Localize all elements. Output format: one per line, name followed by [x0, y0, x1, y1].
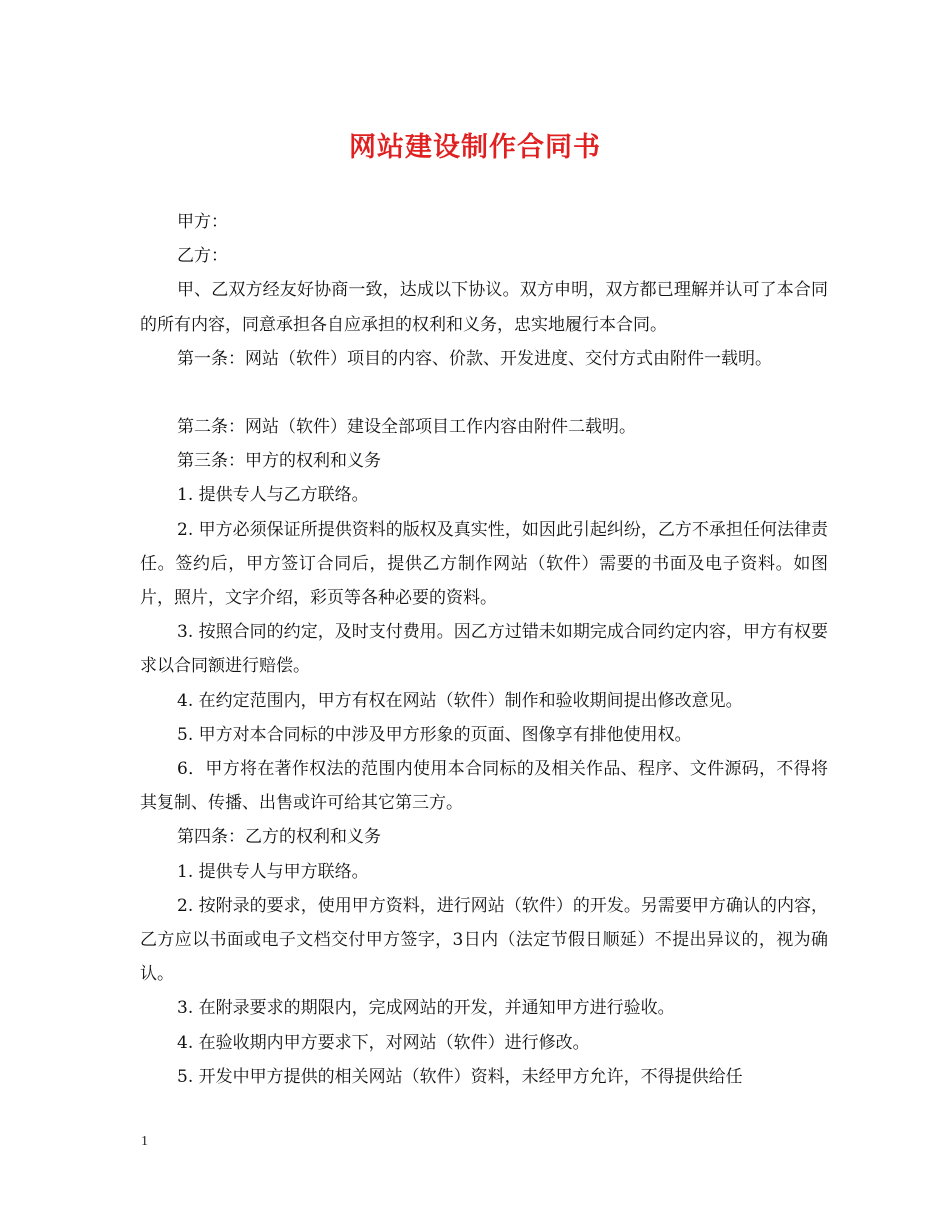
paragraph-article-4-item-1: 1. 提供专人与甲方联络。 — [177, 861, 369, 882]
paragraph-article-3-heading: 第三条：甲方的权利和义务 — [177, 451, 381, 472]
document-title: 网站建设制作合同书 — [349, 132, 601, 163]
paragraph-article-2: 第二条：网站（软件）建设全部项目工作内容由附件二载明。 — [177, 417, 636, 438]
paragraph-article-3-item-3: 3. 按照合同的约定，及时支付费用。因乙方过错未如期完成合同约定内容，甲方有权要求以合同额进行赔偿。 — [140, 622, 828, 677]
paragraph-article-4-item-5: 5. 开发中甲方提供的相关网站（软件）资料，未经甲方允许，不得提供给任 — [177, 1066, 743, 1087]
paragraph-article-3-item-4: 4. 在约定范围内，甲方有权在网站（软件）制作和验收期间提出修改意见。 — [177, 690, 743, 711]
paragraph-article-3-item-6: 6．甲方将在著作权法的范围内使用本合同标的及相关作品、程序、文件源码，不得将其复制、传播、出售或许可给其它第三方。 — [140, 759, 828, 814]
page-number: 1 — [141, 1134, 148, 1149]
paragraph-article-3-item-1: 1. 提供专人与乙方联络。 — [177, 485, 369, 506]
paragraph-article-3-item-5: 5. 甲方对本合同标的中涉及甲方形象的页面、图像享有排他使用权。 — [177, 724, 692, 745]
paragraph-article-4-heading: 第四条：乙方的权利和义务 — [177, 827, 381, 848]
paragraph-article-4-item-4: 4. 在验收期内甲方要求下，对网站（软件）进行修改。 — [177, 1032, 590, 1053]
paragraph-article-3-item-2: 2. 甲方必须保证所提供资料的版权及真实性，如因此引起纠纷，乙方不承担任何法律责任。签约后，甲方签订合同后，提供乙方制作网站（软件）需要的书面及电子资料。如图片，照片，文字介绍，彩页等各种必要的资料。 — [140, 519, 828, 609]
paragraph-party-a: 甲方： — [177, 212, 228, 232]
paragraph-preamble: 甲、乙双方经友好协商一致，达成以下协议。双方申明，双方都已理解并认可了本合同的所有内容，同意承担各自应承担的权利和义务，忠实地履行本合同。 — [140, 280, 828, 335]
paragraph-article-4-item-3: 3. 在附录要求的期限内，完成网站的开发，并通知甲方进行验收。 — [177, 998, 675, 1019]
paragraph-party-b: 乙方： — [177, 246, 228, 267]
paragraph-article-4-item-2: 2. 按附录的要求，使用甲方资料，进行网站（软件）的开发。另需要甲方确认的内容，乙方应以书面或电子文档交付甲方签字，3日内（法定节假日顺延）不提出异议的，视为确认。 — [140, 895, 828, 985]
document-body — [140, 205, 828, 1094]
paragraph-article-1: 第一条：网站（软件）项目的内容、价款、开发进度、交付方式由附件一载明。 — [177, 348, 772, 369]
